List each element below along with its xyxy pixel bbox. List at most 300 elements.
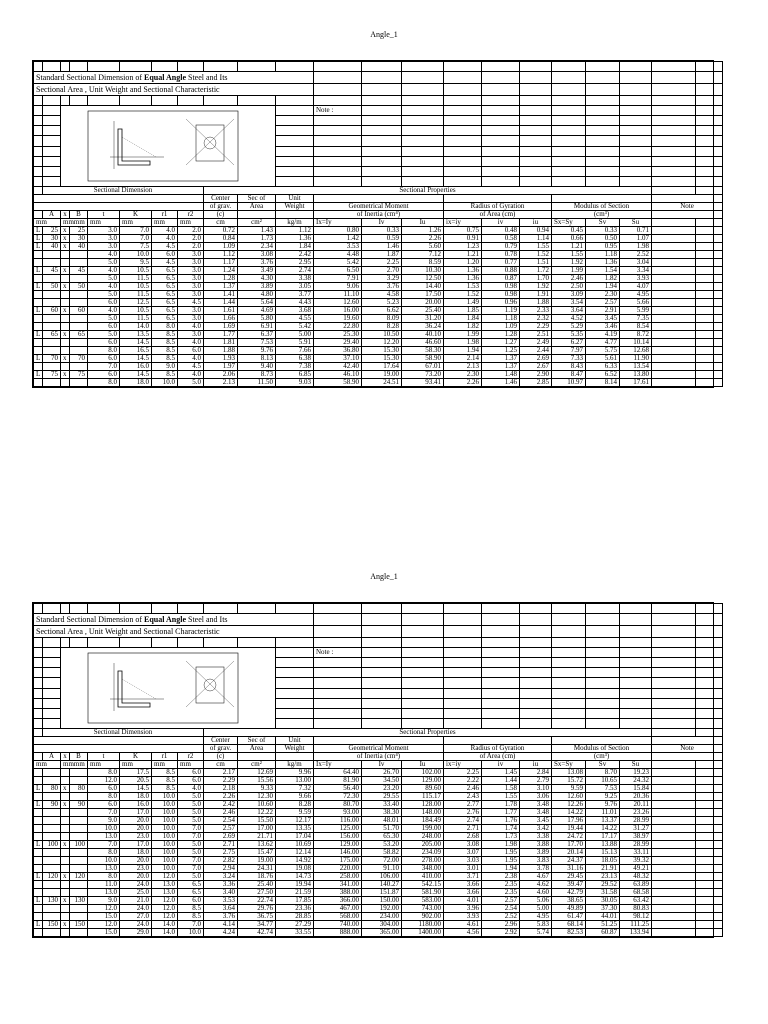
empty-cell [43, 708, 61, 718]
table-cell: 33.40 [362, 801, 402, 809]
table-cell: 3.08 [238, 251, 276, 259]
table-row [34, 315, 723, 323]
empty-cell [444, 116, 482, 126]
table-cell: 13.5 [120, 331, 152, 339]
table-cell: 27.0 [120, 913, 152, 921]
empty-cell [61, 96, 70, 106]
unit-cell [61, 761, 88, 769]
table-cell: 12.0 [152, 873, 178, 881]
table-cell: 12.17 [276, 817, 314, 825]
table-cell [43, 315, 61, 323]
empty-cell [696, 331, 723, 339]
table-cell: 4.0 [178, 785, 204, 793]
table-cell: 3.83 [520, 857, 552, 865]
table-cell: 13.0 [152, 889, 178, 897]
empty-cell [586, 136, 620, 146]
empty-cell [552, 626, 586, 638]
empty-cell [314, 96, 362, 106]
empty-cell [696, 648, 723, 658]
empty-cell [652, 323, 696, 331]
table-cell: 2.94 [204, 865, 238, 873]
table-cell: 5.0 [178, 379, 204, 387]
table-cell: 3.0 [178, 307, 204, 315]
col-label: Modulus of Section [573, 202, 630, 210]
table-cell: 1.36 [444, 275, 482, 283]
empty-cell [314, 146, 362, 156]
table-cell: 10.0 [152, 865, 178, 873]
table-cell: 1.88 [204, 347, 238, 355]
table-cell [70, 259, 88, 267]
table-cell: 14.0 [120, 323, 152, 331]
empty-cell [178, 96, 204, 106]
empty-cell [652, 817, 696, 825]
table-cell: 184.49 [402, 817, 444, 825]
header-text: Sectional Area , Unit Weight and Sectional Characteristic [36, 627, 220, 636]
table-cell: 12.30 [238, 793, 276, 801]
table-row [34, 841, 723, 849]
table-cell: 2.18 [204, 785, 238, 793]
empty-cell [482, 626, 520, 638]
table-row [34, 817, 723, 825]
col-radius [444, 745, 552, 753]
table-cell: 3.45 [520, 817, 552, 825]
empty-cell [652, 267, 696, 275]
empty-cell [652, 355, 696, 363]
empty-cell [520, 96, 552, 106]
table-row [34, 259, 723, 267]
col-r1 [152, 753, 178, 761]
sheet-table [33, 603, 723, 937]
table-cell: 10.0 [152, 793, 178, 801]
empty-cell [276, 638, 314, 648]
table-cell: 45 [70, 267, 88, 275]
table-cell: 4.0 [178, 355, 204, 363]
table-cell: 4.0 [178, 371, 204, 379]
empty-cell [276, 698, 314, 708]
table-cell: 5.0 [88, 291, 120, 299]
table-cell: 12.5 [120, 299, 152, 307]
empty-cell [34, 604, 43, 614]
col-label: Modulus of Section [573, 744, 630, 752]
table-cell: 3.34 [620, 267, 652, 275]
empty-cell [482, 96, 520, 106]
table-cell: 3.48 [520, 809, 552, 817]
col-sec-of [238, 737, 276, 745]
empty-cell [520, 126, 552, 136]
empty-cell [444, 718, 482, 728]
empty-cell [520, 166, 552, 176]
empty-cell [178, 62, 204, 72]
table-cell: 6.37 [238, 331, 276, 339]
table-cell: 2.25 [444, 769, 482, 777]
empty-cell [43, 166, 61, 176]
empty-cell [34, 745, 204, 753]
table-cell: 2.29 [204, 777, 238, 785]
empty-cell [652, 195, 723, 203]
empty-cell [620, 718, 652, 728]
table-cell: 2.84 [520, 769, 552, 777]
table-cell: 1.94 [586, 283, 620, 291]
table-row [34, 833, 723, 841]
empty-cell [43, 718, 61, 728]
empty-cell [520, 658, 552, 668]
table-row [34, 881, 723, 889]
empty-cell [520, 72, 552, 84]
empty-cell [652, 315, 696, 323]
table-cell: 1.42 [314, 235, 362, 243]
table-cell: 1.36 [444, 267, 482, 275]
col-of-grav [204, 745, 238, 753]
empty-cell [696, 243, 723, 251]
table-cell: 12.14 [276, 849, 314, 857]
table-cell: 2.32 [520, 315, 552, 323]
empty-cell [444, 668, 482, 678]
empty-cell [276, 62, 314, 72]
table-cell: 3.76 [238, 259, 276, 267]
empty-cell [652, 809, 696, 817]
table-cell: 6.0 [88, 371, 120, 379]
table-cell: 15.13 [586, 849, 620, 857]
empty-cell [61, 604, 70, 614]
table-cell [70, 849, 88, 857]
table-cell [34, 817, 43, 825]
unit-cell [238, 219, 276, 227]
table-cell: 1.52 [444, 291, 482, 299]
table-cell: 24.0 [120, 921, 152, 929]
table-cell: 17.50 [402, 291, 444, 299]
unit-cell [586, 219, 620, 227]
table-cell: 365.00 [362, 929, 402, 937]
table-cell [43, 929, 61, 937]
table-cell: x [61, 267, 70, 275]
table-cell: 8.5 [152, 769, 178, 777]
table-cell: 19.23 [620, 769, 652, 777]
table-cell: 5.29 [552, 323, 586, 331]
empty-cell [402, 638, 444, 648]
table-cell: 80 [43, 785, 61, 793]
table-cell: 2.44 [520, 347, 552, 355]
table-cell: 12.60 [552, 793, 586, 801]
table-cell: 80 [70, 785, 88, 793]
table-cell: 11.01 [586, 809, 620, 817]
table-cell [70, 777, 88, 785]
table-cell: 1.93 [204, 355, 238, 363]
col-radius [444, 203, 552, 211]
table-cell: 6.0 [88, 323, 120, 331]
empty-cell [34, 211, 43, 219]
table-cell: 63.89 [620, 881, 652, 889]
table-cell: 19.44 [552, 825, 586, 833]
empty-cell [362, 62, 402, 72]
table-cell: 2.74 [276, 267, 314, 275]
table-cell: 19.00 [362, 371, 402, 379]
table-cell: 5.35 [552, 331, 586, 339]
table-cell: 1.09 [482, 323, 520, 331]
empty-cell [362, 604, 402, 614]
table-row [34, 809, 723, 817]
table-cell: x [61, 243, 70, 251]
table-cell: 7.0 [178, 865, 204, 873]
table-cell [43, 347, 61, 355]
empty-cell [88, 96, 120, 106]
table-row [34, 865, 723, 873]
table-cell: x [61, 355, 70, 363]
empty-cell [520, 156, 552, 166]
empty-cell [444, 638, 482, 648]
table-cell: 4.30 [238, 275, 276, 283]
table-cell: 9.96 [276, 769, 314, 777]
empty-cell [482, 688, 520, 698]
unit-label: Sx=Sy [554, 218, 573, 226]
table-cell: 50 [43, 283, 61, 291]
empty-cell [652, 339, 696, 347]
table-cell: 40.10 [402, 331, 444, 339]
empty-cell [586, 96, 620, 106]
table-cell: 102.00 [402, 769, 444, 777]
table-cell: 46.60 [402, 339, 444, 347]
empty-cell [362, 648, 402, 658]
table-cell: 3.36 [204, 881, 238, 889]
table-cell: 10.0 [152, 841, 178, 849]
col-k [120, 211, 152, 219]
empty-cell [652, 614, 696, 626]
table-cell: 2.71 [444, 825, 482, 833]
table-cell: 1.23 [444, 243, 482, 251]
table-cell: 4.0 [88, 267, 120, 275]
table-cell: 9.5 [120, 259, 152, 267]
table-cell: 29.76 [238, 905, 276, 913]
table-cell: 2.25 [362, 259, 402, 267]
unit-cell [276, 761, 314, 769]
table-cell: 1400.00 [402, 929, 444, 937]
empty-cell [34, 753, 43, 761]
empty-cell [552, 126, 586, 136]
table-row [34, 769, 723, 777]
table-cell: 98.12 [620, 913, 652, 921]
empty-cell [402, 156, 444, 166]
table-cell: 3.03 [444, 857, 482, 865]
table-cell: 0.84 [204, 235, 238, 243]
table-cell: 2.22 [444, 777, 482, 785]
table-cell [70, 291, 88, 299]
table-cell: 7.5 [120, 243, 152, 251]
table-cell: 220.00 [314, 865, 362, 873]
table-cell: 4.43 [276, 299, 314, 307]
empty-cell [43, 126, 61, 136]
table-cell: 1.84 [444, 315, 482, 323]
unit-label: Iu [419, 218, 426, 226]
table-cell: 4.0 [88, 283, 120, 291]
table-cell: 10.69 [276, 841, 314, 849]
table-cell: 68.14 [552, 921, 586, 929]
table-cell: 3.0 [178, 259, 204, 267]
table-cell: 6.85 [276, 371, 314, 379]
empty-cell [696, 267, 723, 275]
empty-cell [652, 235, 696, 243]
table-cell: 12.22 [238, 809, 276, 817]
empty-cell [696, 626, 723, 638]
table-cell: 5.0 [178, 793, 204, 801]
empty-cell [652, 638, 696, 648]
empty-cell [652, 801, 696, 809]
table-cell: 5.0 [178, 801, 204, 809]
table-cell: 24.31 [238, 865, 276, 873]
table-cell: 13.62 [238, 841, 276, 849]
table-cell: 67.01 [402, 363, 444, 371]
table-cell: 0.71 [620, 227, 652, 235]
table-cell: 2.26 [444, 379, 482, 387]
empty-cell [34, 106, 43, 116]
table-cell: 1.94 [482, 865, 520, 873]
table-cell: 40 [70, 243, 88, 251]
col-label: t [102, 752, 105, 760]
table-cell: 42.40 [314, 363, 362, 371]
table-cell: 7.0 [178, 825, 204, 833]
table-cell: 3.0 [88, 235, 120, 243]
empty-cell [652, 379, 696, 387]
empty-cell [314, 678, 362, 688]
table-cell: 3.01 [444, 865, 482, 873]
table-cell: 3.0 [178, 251, 204, 259]
empty-cell [652, 84, 696, 96]
table-cell [70, 315, 88, 323]
table-cell: 1.91 [520, 291, 552, 299]
empty-cell [61, 638, 70, 648]
table-row [34, 793, 723, 801]
unit-cell [178, 219, 204, 227]
empty-cell [696, 833, 723, 841]
table-cell: 0.88 [482, 267, 520, 275]
table-cell: 5.0 [88, 315, 120, 323]
empty-cell [444, 678, 482, 688]
empty-cell [552, 638, 586, 648]
table-cell: 49.21 [620, 865, 652, 873]
table-cell [43, 793, 61, 801]
angle-diagram [78, 649, 258, 727]
table-cell: 13.08 [552, 769, 586, 777]
empty-cell [652, 753, 723, 761]
table-cell: 39.47 [552, 881, 586, 889]
table-cell: 17.04 [276, 833, 314, 841]
empty-cell [204, 96, 238, 106]
table-cell: 4.0 [178, 339, 204, 347]
table-cell: 1.95 [482, 849, 520, 857]
empty-cell [34, 203, 204, 211]
col-label: K [132, 210, 139, 218]
table-cell: 130 [43, 897, 61, 905]
empty-cell [696, 708, 723, 718]
unit-cell [586, 761, 620, 769]
table-cell: L [34, 801, 43, 809]
col-geo-moment [314, 203, 444, 211]
table-cell: x [61, 801, 70, 809]
empty-cell [402, 648, 444, 658]
empty-cell [520, 718, 552, 728]
empty-cell [444, 648, 482, 658]
col-label: Radius of Gyration [470, 744, 525, 752]
table-cell: 4.48 [314, 251, 362, 259]
empty-cell [362, 156, 402, 166]
table-cell: 6.50 [314, 267, 362, 275]
empty-cell [520, 708, 552, 718]
table-cell: 581.90 [402, 889, 444, 897]
table-cell: 33.11 [620, 849, 652, 857]
table-cell: 9.76 [586, 801, 620, 809]
table-cell: 25 [43, 227, 61, 235]
table-cell [34, 323, 43, 331]
table-cell: 5.0 [88, 275, 120, 283]
empty-cell [43, 146, 61, 156]
col-sec-of [238, 195, 276, 203]
empty-cell [552, 72, 586, 84]
table-cell: 60.87 [586, 929, 620, 937]
table-cell: 111.25 [620, 921, 652, 929]
table-cell: 42.74 [238, 929, 276, 937]
empty-cell [402, 62, 444, 72]
table-cell: 25.40 [238, 881, 276, 889]
empty-cell [444, 106, 482, 116]
table-cell: 3.88 [520, 841, 552, 849]
table-cell: 1.18 [482, 315, 520, 323]
empty-cell [696, 897, 723, 905]
table-cell: 15.47 [238, 849, 276, 857]
table-cell: 33.55 [276, 929, 314, 937]
table-cell: 14.92 [276, 857, 314, 865]
table-cell: 2.57 [586, 299, 620, 307]
empty-cell [696, 889, 723, 897]
table-cell: 1.72 [520, 267, 552, 275]
section-dimension-header [43, 729, 204, 737]
empty-cell [552, 718, 586, 728]
empty-cell [34, 648, 43, 658]
empty-cell [34, 126, 43, 136]
empty-cell [696, 363, 723, 371]
empty-cell [276, 604, 314, 614]
table-cell: 38.65 [552, 897, 586, 905]
table-cell: 20.0 [120, 857, 152, 865]
empty-cell [482, 648, 520, 658]
table-cell: 58.82 [362, 849, 402, 857]
empty-cell [652, 604, 696, 614]
empty-cell [696, 323, 723, 331]
table-row [34, 251, 723, 259]
table-cell: 2.52 [620, 251, 652, 259]
empty-cell [314, 658, 362, 668]
table-cell: 7.38 [276, 363, 314, 371]
table-cell: 1.98 [482, 841, 520, 849]
table-cell [34, 769, 43, 777]
empty-cell [482, 638, 520, 648]
table-cell: 1.98 [620, 243, 652, 251]
table-cell [43, 769, 61, 777]
empty-cell [696, 371, 723, 379]
table-cell: 0.33 [586, 227, 620, 235]
col-label: Sec of [247, 736, 266, 744]
empty-cell [696, 126, 723, 136]
empty-cell [276, 126, 314, 136]
unit-label: mm [36, 760, 47, 768]
empty-cell [652, 331, 696, 339]
table-cell [70, 905, 88, 913]
table-cell [34, 865, 43, 873]
table-cell: L [34, 267, 43, 275]
table-cell: 1.28 [204, 275, 238, 283]
table-cell: 37.30 [586, 905, 620, 913]
table-cell [70, 323, 88, 331]
table-cell: 6.5 [178, 881, 204, 889]
table-cell: 15.30 [362, 355, 402, 363]
table-cell: 46.10 [314, 371, 362, 379]
